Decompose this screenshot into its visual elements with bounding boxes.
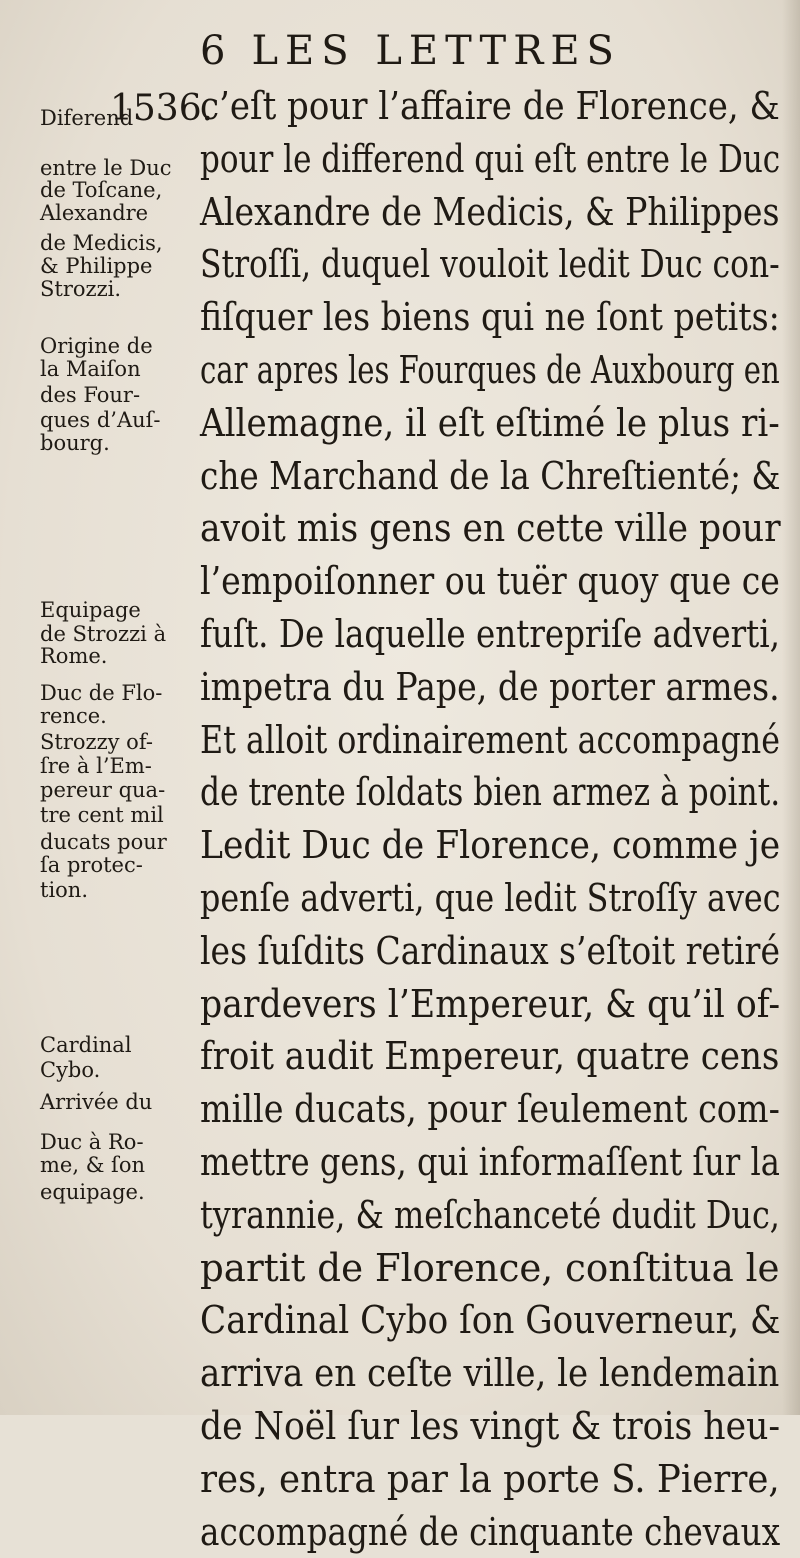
- margin-note: de Medicis,: [40, 231, 163, 255]
- running-header: [200, 28, 621, 74]
- text-line: impetra du Pape, de porter armes.: [200, 664, 780, 709]
- margin-note: Rome.: [40, 644, 108, 668]
- margin-note: Arrivée du: [40, 1090, 153, 1114]
- text-line: Et alloit ordinairement accompagné: [200, 717, 781, 762]
- text-line: de Noël ſur les vingt & trois heu-: [200, 1403, 781, 1448]
- text-line: arriva en ceſte ville, le lendemain: [200, 1351, 780, 1396]
- text-line: avoit mis gens en cette ville pour: [200, 506, 781, 551]
- text-line: Alexandre de Medicis, & Philippes: [200, 189, 780, 234]
- margin-note: & Philippe: [40, 254, 153, 278]
- margin-note: ques d’Auſ-: [40, 408, 161, 432]
- text-line: Allemagne, il eſt eſtimé le plus ri-: [200, 400, 780, 445]
- text-line: Ledit Duc de Florence, comme je: [200, 823, 781, 868]
- page-edge-shadow: [782, 0, 800, 1415]
- margin-note: de Toſcane,: [40, 178, 163, 202]
- margin-note: ſa protec-: [40, 853, 143, 877]
- margin-note: tre cent mil: [40, 803, 164, 827]
- text-line: l’empoiſonner ou tuër quoy que ce: [200, 559, 780, 604]
- margin-note: me, & ſon: [40, 1153, 145, 1177]
- text-line: accompagné de cinquante chevaux: [200, 1509, 781, 1554]
- margin-note: pereur qua-: [40, 778, 166, 802]
- text-line: Cardinal Cybo ſon Gouverneur, &: [200, 1298, 781, 1343]
- text-line: partit de Florence, conſtitua le: [200, 1245, 780, 1290]
- margin-note: entre le Duc: [40, 156, 172, 180]
- margin-note: bourg.: [40, 431, 110, 455]
- text-line: car apres les Fourques de Auxbourg en: [200, 347, 780, 392]
- text-line: Stroſſi, duquel vouloit ledit Duc con-: [200, 242, 780, 287]
- text-line: penſe adverti, que ledit Stroſſy avec: [200, 875, 781, 920]
- margin-note: Equipage: [40, 598, 141, 622]
- text-line: mille ducats, pour ſeulement com-: [200, 1087, 780, 1132]
- text-line: tyrannie, & meſchanceté dudit Duc,: [200, 1192, 780, 1237]
- margin-note: Duc à Ro-: [40, 1130, 144, 1154]
- margin-note: Strozzy of-: [40, 730, 153, 754]
- text-line: fiſquer les biens qui ne ſont petits:: [200, 295, 780, 340]
- margin-note: Alexandre: [40, 201, 149, 225]
- text-line: les ſuſdits Cardinaux s’eſtoit retiré: [200, 928, 780, 973]
- text-line: res, entra par la porte S. Pierre,: [200, 1456, 780, 1501]
- text-line: froit audit Empereur, quatre cens: [200, 1034, 780, 1079]
- margin-note: Duc de Flo-: [40, 681, 163, 705]
- margin-note: rence.: [40, 704, 107, 728]
- text-line: fuſt. De laquelle entrepriſe adverti,: [200, 611, 781, 656]
- margin-note: equipage.: [40, 1180, 145, 1204]
- page-number: 6: [200, 28, 226, 74]
- margin-note: Cybo.: [40, 1058, 101, 1082]
- margin-note: ſre à l’Em-: [40, 754, 152, 778]
- text-line: c’eſt pour l’affaire de Florence, &: [200, 84, 780, 128]
- margin-note: de Strozzi à: [40, 622, 167, 646]
- margin-note: Origine de: [40, 334, 153, 358]
- text-line: de trente ſoldats bien armez à point.: [200, 770, 781, 815]
- margin-note: Strozzi.: [40, 277, 122, 301]
- text-line: pour le differend qui eſt entre le Duc: [200, 136, 781, 181]
- margin-note: la Maiſon: [40, 357, 141, 381]
- margin-note: tion.: [40, 878, 88, 902]
- margin-note: ducats pour: [40, 830, 167, 854]
- margin-note: Cardinal: [40, 1033, 132, 1057]
- text-line: che Marchand de la Chreſtienté; &: [200, 453, 781, 498]
- margin-note: des Four-: [40, 383, 141, 407]
- main-text-block: [200, 80, 780, 1558]
- running-title: LES LETTRES: [251, 28, 621, 74]
- margin-year: 1536.: [110, 88, 214, 129]
- margin-note: Diferend: [40, 106, 134, 130]
- text-line: mettre gens, qui informaſſent ſur la: [200, 1139, 780, 1184]
- text-line: pardevers l’Empereur, & qu’il of-: [200, 981, 781, 1026]
